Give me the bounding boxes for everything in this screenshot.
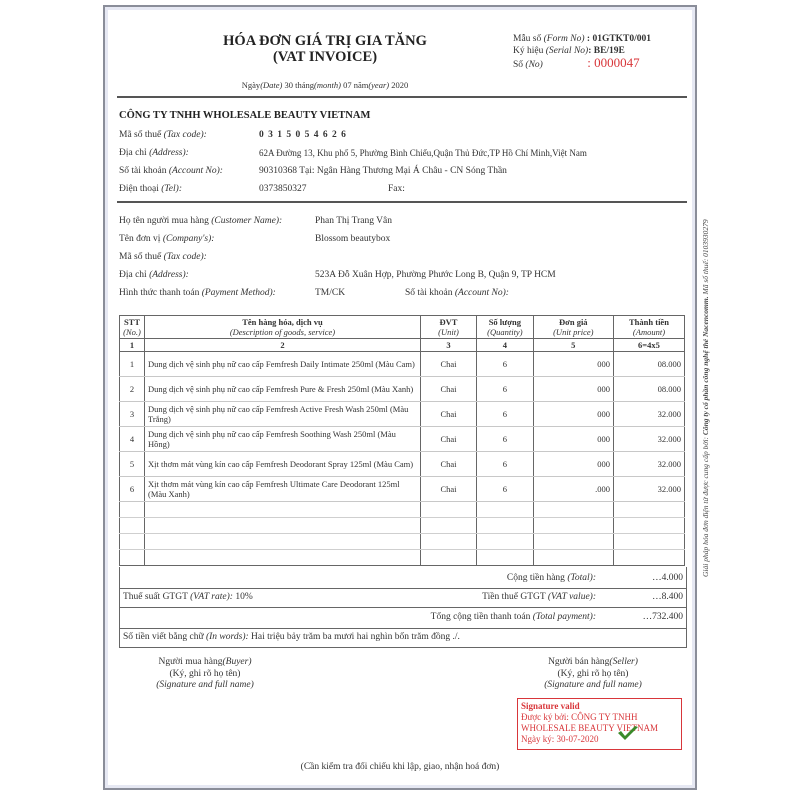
- signed-date: Ngày ký: 30-07-2020: [521, 734, 599, 744]
- row-unit: Chai: [420, 452, 476, 477]
- col-header-amount: Thành tiền (Amount): [613, 316, 684, 339]
- seller-account: 90310368 Tại: Ngân Hàng Thương Mại Á Châu - CN Sóng Thần: [259, 166, 507, 176]
- vat-row: [120, 592, 686, 606]
- buyer-name: Phan Thị Trang Vân: [315, 216, 392, 226]
- divider: [117, 201, 687, 203]
- title-vi: HÓA ĐƠN GIÁ TRỊ GIA TĂNG: [223, 33, 427, 49]
- buyer-address: 523A Đỗ Xuân Hợp, Phường Phước Long B, Quận 9, TP HCM: [315, 270, 556, 280]
- serial-no: : BE/19E: [588, 46, 625, 56]
- invoice-page: [103, 5, 710, 790]
- row-description: Dung dịch vệ sinh phụ nữ cao cấp Femfresh Pure & Fresh 250ml (Màu Xanh): [144, 377, 420, 402]
- row-amount: 32.000: [613, 427, 684, 452]
- row-description: Xịt thơm mát vùng kín cao cấp Femfresh Ultimate Care Deodorant 125ml (Màu Xanh): [144, 477, 420, 502]
- row-description: Dung dịch vệ sinh phụ nữ cao cấp Femfresh Active Fresh Wash 250ml (Màu Trắng): [144, 402, 420, 427]
- vat-value-label: Tiền thuế GTGT (VAT value):: [482, 592, 596, 602]
- row-unit-price: 000: [533, 452, 613, 477]
- form-no-label-en: (Form No): [543, 34, 585, 44]
- vat-rate-label: Thuế suất GTGT (VAT rate): 10%: [123, 592, 253, 602]
- day-value: 30: [284, 80, 293, 90]
- seller-tax-code: 0 3 1 5 0 5 4 6 2 6: [259, 130, 347, 140]
- vat-value: …8.400: [652, 592, 683, 602]
- provider-side-text: Giải pháp hóa đơn điện tử được cung cấp bởi: Công ty cổ phần công nghệ thẻ Nacencomm. Mã số thuế: 0103930279: [701, 219, 710, 577]
- invoice-date: [105, 80, 545, 90]
- total-label: Cộng tiền hàng (Total):: [506, 573, 596, 583]
- row-unit: Chai: [420, 402, 476, 427]
- row-no: 4: [120, 427, 145, 452]
- seller-signature-block: Người bán hàng(Seller) (Ký, ghi rõ họ tên) (Signature and full name): [544, 657, 642, 690]
- signed-by: Được ký bởi: CÔNG TY TNHH WHOLESALE BEAUTY VIETNAM: [521, 712, 658, 733]
- row-unit-price: 000: [533, 377, 613, 402]
- table-row: [120, 452, 685, 477]
- buyer-tax-label: Mã số thuế (Tax code):: [119, 252, 207, 262]
- table-row: [120, 352, 685, 377]
- form-no: : 01GTKT0/001: [586, 34, 652, 44]
- form-info: [513, 33, 651, 71]
- buyer-name-label: Họ tên người mua hàng (Customer Name):: [119, 216, 283, 226]
- col-header-unit: ĐVT (Unit): [420, 316, 476, 339]
- col-number: 6=4x5: [613, 339, 684, 352]
- col-number: 2: [144, 339, 420, 352]
- row-amount: 08.000: [613, 352, 684, 377]
- row-unit-price: 000: [533, 352, 613, 377]
- empty-row: [120, 518, 685, 534]
- buyer-signature-block: Người mua hàng(Buyer) (Ký, ghi rõ họ tên) (Signature and full name): [156, 657, 254, 690]
- col-number: 1: [120, 339, 145, 352]
- row-no: 6: [120, 477, 145, 502]
- total-value: …4.000: [652, 573, 683, 583]
- col-number: 3: [420, 339, 476, 352]
- empty-row: [120, 550, 685, 566]
- serial-label: Ký hiệu: [513, 46, 544, 56]
- seller-tel: 0373850327: [259, 184, 307, 194]
- row-unit: Chai: [420, 352, 476, 377]
- row-unit-price: 000: [533, 427, 613, 452]
- day-label: Ngày: [241, 80, 261, 90]
- month-value: 07: [343, 80, 352, 90]
- items-table: [119, 315, 685, 566]
- amount-in-words: Hai triệu bảy trăm ba mươi hai nghìn bốn trăm đồng ./.: [251, 632, 460, 642]
- col-header-unit-price: Đơn giá (Unit price): [533, 316, 613, 339]
- column-numbering-row: [120, 339, 685, 352]
- row-amount: 32.000: [613, 452, 684, 477]
- vat-rate: 10%: [235, 592, 253, 602]
- row-description: Dung dịch vệ sinh phụ nữ cao cấp Femfresh Soothing Wash 250ml (Màu Hồng): [144, 427, 420, 452]
- row-amount: 08.000: [613, 377, 684, 402]
- total-payment-value: …732.400: [642, 612, 683, 622]
- row-quantity: 6: [477, 452, 534, 477]
- col-header-no: STT (No.): [120, 316, 145, 339]
- form-no-label: Mẫu số: [513, 34, 542, 44]
- serial-label-en: (Serial No): [545, 46, 589, 56]
- month-label-en: (month): [314, 80, 341, 90]
- year-label-en: (year): [368, 80, 390, 90]
- seller-tax-label: Mã số thuế (Tax code):: [119, 130, 207, 140]
- invoice-no-label-en: (No): [525, 60, 543, 70]
- col-header-quantity: Số lượng (Quantity): [477, 316, 534, 339]
- divider: [120, 607, 686, 608]
- invoice-no-label: Số: [513, 60, 524, 70]
- col-number: 5: [533, 339, 613, 352]
- footer-note: (Cần kiểm tra đối chiếu khi lập, giao, nhận hoá đơn): [300, 762, 500, 772]
- buyer-payment-method: TM/CK: [315, 288, 346, 298]
- buyer-account-label: Số tài khoản (Account No):: [405, 288, 509, 298]
- digital-signature-stamp[interactable]: [517, 698, 682, 750]
- seller-address-label: Địa chỉ (Address):: [119, 148, 189, 158]
- col-number: 4: [477, 339, 534, 352]
- year-label: năm: [353, 80, 369, 90]
- totals-section: [119, 567, 687, 648]
- divider: [120, 628, 686, 629]
- total-row: [120, 573, 686, 587]
- row-description: Xịt thơm mát vùng kín cao cấp Femfresh Deodorant Spray 125ml (Màu Cam): [144, 452, 420, 477]
- table-row: [120, 477, 685, 502]
- row-unit-price: 000: [533, 402, 613, 427]
- seller-tel-label: Điện thoại (Tel):: [119, 184, 182, 194]
- buyer-address-label: Địa chỉ (Address):: [119, 270, 189, 280]
- row-unit: Chai: [420, 427, 476, 452]
- table-row: [120, 402, 685, 427]
- row-quantity: 6: [477, 402, 534, 427]
- row-no: 5: [120, 452, 145, 477]
- month-label: tháng: [295, 80, 315, 90]
- table-row: [120, 377, 685, 402]
- total-payment-row: [120, 612, 686, 626]
- table-header-row: [120, 316, 685, 339]
- table-row: [120, 427, 685, 452]
- seller-account-label: Số tài khoản (Account No):: [119, 166, 223, 176]
- buyer-company: Blossom beautybox: [315, 234, 391, 244]
- row-quantity: 6: [477, 427, 534, 452]
- buyer-company-label: Tên đơn vị (Company's):: [119, 234, 215, 244]
- row-no: 3: [120, 402, 145, 427]
- divider: [120, 588, 686, 589]
- row-no: 1: [120, 352, 145, 377]
- seller-company: CÔNG TY TNHH WHOLESALE BEAUTY VIETNAM: [119, 110, 371, 121]
- signature-status: Signature valid: [521, 701, 580, 711]
- total-payment-label: Tổng cộng tiền thanh toán (Total payment):: [430, 612, 596, 622]
- row-amount: 32.000: [613, 477, 684, 502]
- day-label-en: (Date): [260, 80, 283, 90]
- divider: [117, 96, 687, 98]
- col-header-description: Tên hàng hóa, dịch vụ (Description of goods, service): [144, 316, 420, 339]
- in-words-row: Số tiền viết bằng chữ (In words): Hai triệu bảy trăm ba mươi hai nghìn bốn trăm đồng ./.: [123, 632, 460, 642]
- empty-row: [120, 502, 685, 518]
- year-value: 2020: [391, 80, 409, 90]
- seller-address: 62A Đường 13, Khu phố 5, Phường Bình Chiểu,Quận Thủ Đức,TP Hồ Chí Minh,Việt Nam: [259, 148, 587, 158]
- invoice-title: [105, 33, 545, 65]
- row-quantity: 6: [477, 352, 534, 377]
- row-quantity: 6: [477, 377, 534, 402]
- row-unit-price: .000: [533, 477, 613, 502]
- row-description: Dung dịch vệ sinh phụ nữ cao cấp Femfresh Daily Intimate 250ml (Màu Cam): [144, 352, 420, 377]
- checkmark-icon: [617, 725, 639, 741]
- row-amount: 32.000: [613, 402, 684, 427]
- seller-fax-label: Fax:: [388, 184, 405, 194]
- row-unit: Chai: [420, 377, 476, 402]
- buyer-payment-label: Hình thức thanh toán (Payment Method):: [119, 288, 276, 298]
- row-unit: Chai: [420, 477, 476, 502]
- row-no: 2: [120, 377, 145, 402]
- empty-row: [120, 534, 685, 550]
- invoice-number: : 0000047: [587, 55, 640, 70]
- title-en: (VAT INVOICE): [272, 49, 378, 65]
- row-quantity: 6: [477, 477, 534, 502]
